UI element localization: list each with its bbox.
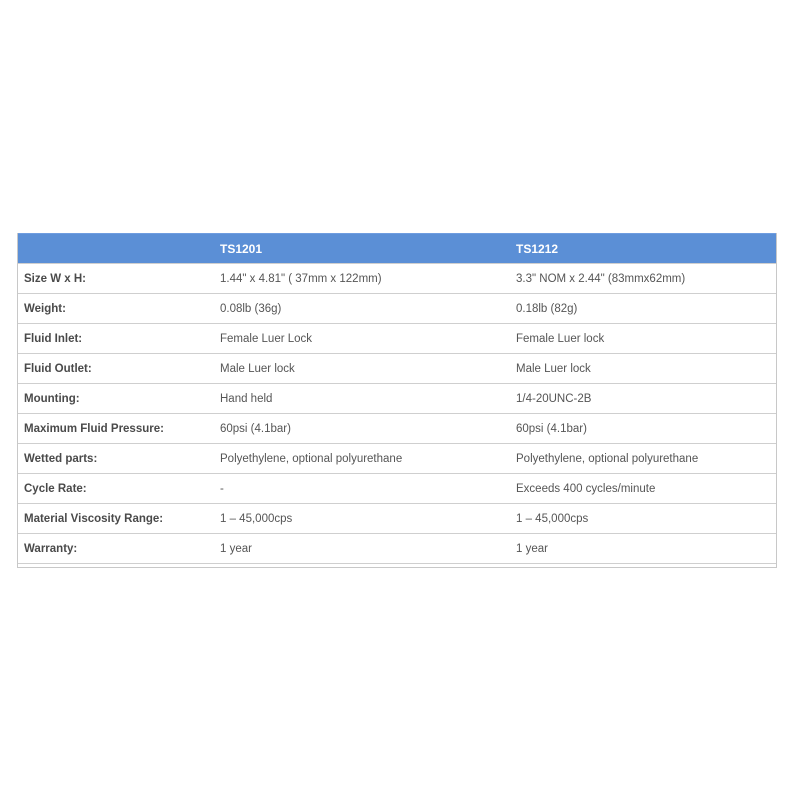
row-value-ts1212: 1/4-20UNC-2B: [516, 392, 592, 405]
row-label: Fluid Outlet:: [24, 362, 92, 375]
row-value-ts1212: 1 year: [516, 542, 548, 555]
row-value-ts1212: 60psi (4.1bar): [516, 422, 587, 435]
row-value-ts1201: Female Luer Lock: [220, 332, 313, 345]
table-row-wetted-parts: [18, 443, 776, 473]
row-label: Warranty:: [24, 542, 78, 555]
row-label: Weight:: [24, 302, 66, 315]
row-value-ts1212: Exceeds 400 cycles/minute: [516, 482, 656, 495]
row-value-ts1212: Female Luer lock: [516, 332, 605, 345]
row-value-ts1212: 3.3" NOM x 2.44" (83mmx62mm): [516, 272, 686, 285]
row-value-ts1212: 0.18lb (82g): [516, 302, 578, 315]
row-value-ts1201: 0.08lb (36g): [220, 302, 282, 315]
row-value-ts1201: 1 year: [220, 542, 252, 555]
row-value-ts1212: Polyethylene, optional polyurethane: [516, 452, 699, 465]
row-label: Maximum Fluid Pressure:: [24, 422, 164, 435]
row-label: Cycle Rate:: [24, 482, 87, 495]
row-label: Mounting:: [24, 392, 80, 405]
table-row-viscosity-range: [18, 503, 776, 533]
table-row-fluid-outlet: [18, 353, 776, 383]
row-value-ts1201: Polyethylene, optional polyurethane: [220, 452, 403, 465]
table-row-fluid-inlet: [18, 323, 776, 353]
spec-comparison-table: [17, 233, 777, 568]
row-value-ts1201: 1 – 45,000cps: [220, 512, 293, 525]
table-row-max-fluid-pressure: [18, 413, 776, 443]
table-row-cycle-rate: [18, 473, 776, 503]
row-value-ts1201: 60psi (4.1bar): [220, 422, 291, 435]
row-label: Material Viscosity Range:: [24, 512, 164, 525]
row-value-ts1212: 1 – 45,000cps: [516, 512, 589, 525]
row-value-ts1201: -: [220, 482, 224, 495]
table-row-warranty: [18, 533, 776, 563]
table-row-size: [18, 263, 776, 293]
row-value-ts1212: Male Luer lock: [516, 362, 591, 375]
row-value-ts1201: Male Luer lock: [220, 362, 295, 375]
row-value-ts1201: 1.44" x 4.81" ( 37mm x 122mm): [220, 272, 382, 285]
row-label: Wetted parts:: [24, 452, 98, 465]
row-label: Fluid Inlet:: [24, 332, 83, 345]
table-row-mounting: [18, 383, 776, 413]
table-bottom-divider: [18, 563, 776, 567]
row-value-ts1201: Hand held: [220, 392, 273, 405]
table-row-weight: [18, 293, 776, 323]
header-ts1201: TS1201: [220, 241, 263, 256]
header-ts1212: TS1212: [516, 241, 559, 256]
table-header-row: [18, 233, 776, 263]
row-label: Size W x H:: [24, 272, 86, 285]
